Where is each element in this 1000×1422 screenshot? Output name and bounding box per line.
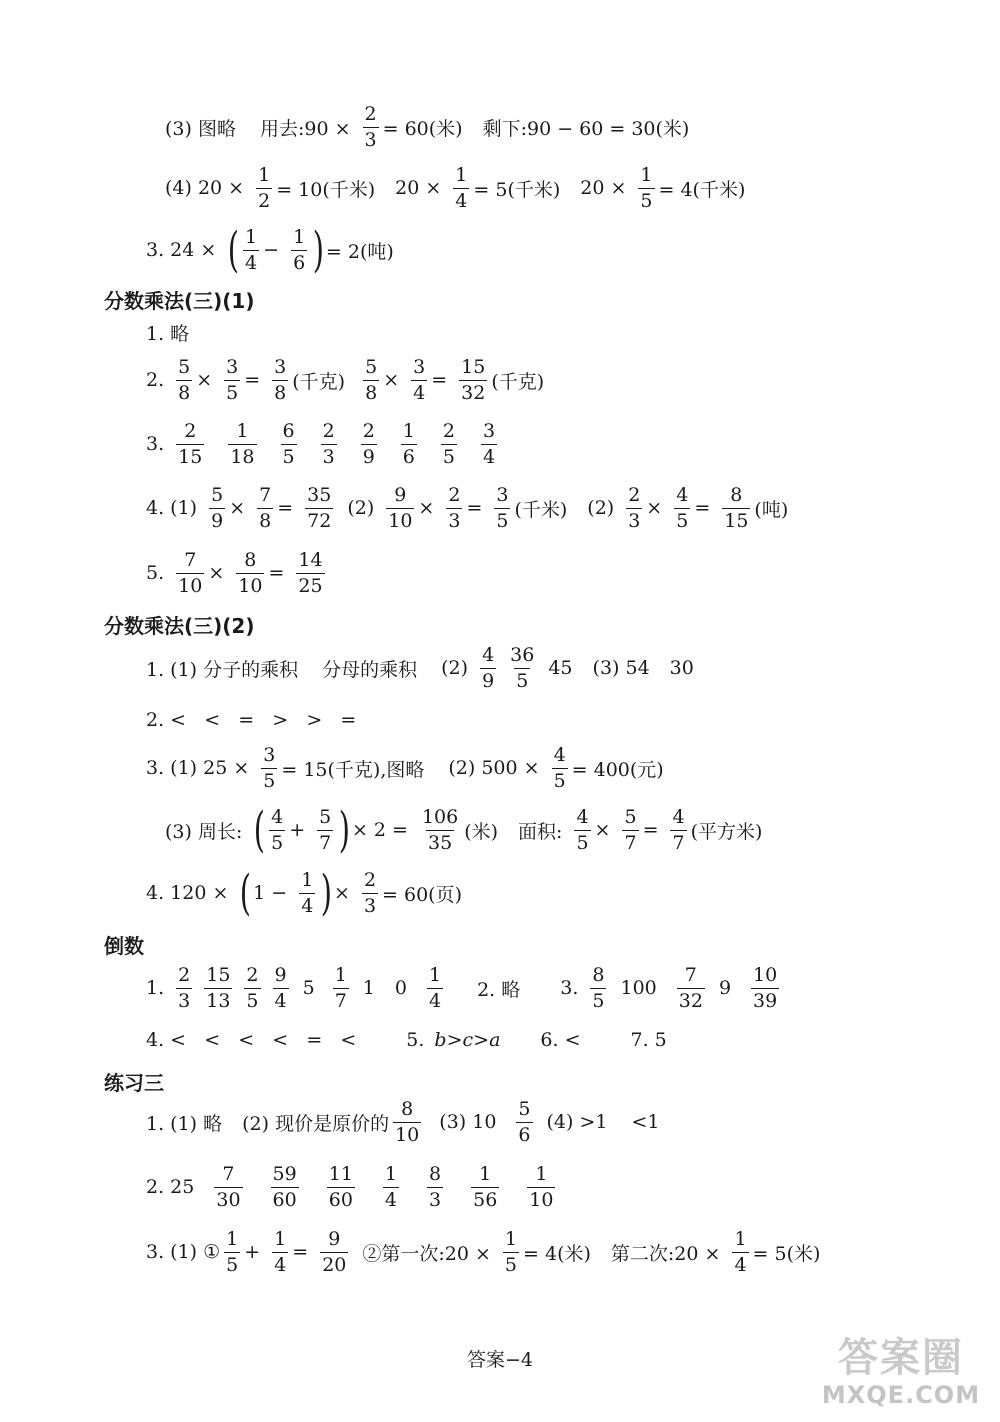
- text: b: [434, 1029, 447, 1051]
- watermark-brand: 答案圈: [838, 1335, 964, 1381]
- section-heading: 分数乘法(三)(2): [104, 614, 255, 638]
- fraction: $\frac{5}{7}$: [624, 805, 637, 854]
- fraction: $\frac{3}{8}$: [274, 355, 287, 404]
- fraction: $\frac{2}{3}$: [178, 963, 191, 1012]
- numerator: 1: [535, 1162, 548, 1185]
- fraction: $\frac{2}{3}$: [363, 868, 377, 917]
- text: 20 ×: [395, 177, 442, 199]
- denominator: 56: [473, 1188, 498, 1211]
- text: 1. (1) 分子的乘积: [146, 658, 299, 681]
- fraction: $\frac{2}{3}$: [448, 483, 461, 532]
- text: = 400(元): [571, 758, 664, 781]
- paren: (: [240, 865, 252, 921]
- text: ×: [208, 562, 225, 584]
- fraction: $\frac{1}{4}$: [428, 963, 442, 1012]
- numerator: 1: [384, 1162, 398, 1185]
- denominator: 3: [322, 445, 335, 468]
- fraction: [321, 419, 337, 468]
- numerator: 59: [272, 1162, 297, 1185]
- denominator: 4: [482, 445, 496, 468]
- s4-q2: [146, 1157, 569, 1217]
- fraction: $\frac{5}{9}$: [211, 483, 224, 532]
- fraction: $\frac{9}{10}$: [388, 483, 413, 532]
- text: ×: [594, 819, 611, 841]
- paren: (: [228, 222, 240, 278]
- text: (2) 现价是原价的: [242, 1112, 390, 1135]
- text: ×: [334, 882, 350, 904]
- text: (吨): [754, 498, 789, 521]
- text: 5: [302, 977, 315, 999]
- fraction: $\frac{106}{35}$: [421, 805, 459, 854]
- fraction: $\frac{1}{4}$: [301, 868, 314, 917]
- s3-q1: [146, 958, 783, 1018]
- s3-q4: [146, 1010, 677, 1070]
- fraction: $\frac{8}{10}$: [238, 548, 263, 597]
- fraction: $\frac{5}{6}$: [518, 1097, 531, 1146]
- text: +: [244, 1241, 261, 1263]
- fraction: $\frac{36}{5}$: [510, 643, 535, 692]
- s2-q3: [146, 738, 674, 798]
- fraction: [214, 1162, 242, 1211]
- fraction: $\frac{4}{9}$: [482, 643, 495, 692]
- s2-q3-3: [165, 800, 772, 860]
- text: 4. (1): [146, 497, 198, 519]
- fraction: [527, 1162, 555, 1211]
- denominator: 9: [362, 445, 375, 468]
- fraction: [271, 1162, 299, 1211]
- text: 2.: [146, 369, 165, 391]
- text: 分母的乘积: [322, 658, 418, 681]
- fraction: $\frac{5}{8}$: [178, 355, 191, 404]
- fraction: $\frac{1}{4}$: [455, 163, 468, 212]
- text: 1: [362, 977, 375, 999]
- numerator: 1: [402, 419, 415, 442]
- text: (千克): [491, 370, 545, 393]
- fraction: $\frac{5}{7}$: [319, 805, 332, 854]
- text: 3. (1) ①: [146, 1241, 221, 1263]
- fraction: [471, 1162, 499, 1211]
- text: 2. 25: [146, 1176, 195, 1198]
- text: (3) 54: [592, 657, 650, 679]
- paren: ): [321, 865, 333, 921]
- text: a: [489, 1029, 501, 1051]
- text: ×: [418, 497, 435, 519]
- fraction: [427, 1162, 443, 1211]
- paren: ): [312, 222, 325, 278]
- text: = 2(吨): [325, 240, 394, 263]
- fraction: $\frac{15}{32}$: [461, 355, 486, 404]
- paren: ): [338, 802, 351, 858]
- numerator: 1: [479, 1162, 492, 1185]
- s4-q1: [146, 1092, 670, 1152]
- numerator: 1: [236, 419, 249, 442]
- numerator: 11: [328, 1162, 353, 1185]
- text: =: [694, 497, 711, 519]
- text: 1 −: [253, 882, 288, 904]
- text: 3.: [146, 433, 165, 455]
- fraction: [383, 1162, 399, 1211]
- numerator: 2: [184, 419, 197, 442]
- fraction: $\frac{7}{8}$: [259, 483, 272, 532]
- section-heading: 分数乘法(三)(1): [104, 289, 255, 313]
- text: 第二次:20 ×: [610, 1242, 721, 1265]
- fraction: $\frac{3}{4}$: [413, 355, 426, 404]
- numerator: 7: [222, 1162, 235, 1185]
- fraction: $\frac{3}{5}$: [263, 743, 276, 792]
- text: 5.: [406, 1029, 425, 1051]
- text: (千克): [292, 370, 346, 393]
- fraction: [176, 419, 204, 468]
- text: 20 ×: [580, 177, 627, 199]
- fraction: [361, 419, 377, 468]
- fraction: $\frac{1}{4}$: [245, 225, 258, 274]
- s4-q3: [146, 1222, 830, 1282]
- text: = 4(米): [523, 1242, 591, 1265]
- text: (米): [464, 820, 499, 843]
- text: = 4(千米): [658, 178, 746, 201]
- fraction: $\frac{1}{5}$: [504, 1227, 518, 1276]
- fraction: $\frac{15}{13}$: [206, 963, 231, 1012]
- text: (2): [347, 497, 375, 519]
- text: <1: [631, 1111, 660, 1133]
- fraction: $\frac{1}{6}$: [293, 225, 306, 274]
- text: (2) 500 ×: [448, 757, 540, 779]
- text: =: [277, 497, 294, 519]
- text: (2): [441, 657, 469, 679]
- denominator: 6: [402, 445, 415, 468]
- paren: (: [254, 802, 266, 858]
- fraction: $\frac{1}{4}$: [274, 1227, 287, 1276]
- text: 9: [718, 977, 732, 999]
- page-footer: 答案−4: [466, 1349, 533, 1371]
- fraction: [281, 419, 297, 468]
- fraction: $\frac{3}{5}$: [496, 483, 509, 532]
- text: 4. < < < < = <: [146, 1029, 357, 1051]
- fraction: $\frac{7}{32}$: [678, 963, 703, 1012]
- fraction-list: [174, 419, 501, 468]
- fraction: $\frac{1}{4}$: [734, 1227, 747, 1276]
- numerator: 6: [282, 419, 295, 442]
- text: 1.: [146, 977, 165, 999]
- s1-q3: [146, 414, 511, 474]
- text: 3. 24 ×: [146, 239, 217, 261]
- fraction: $\frac{4}{5}$: [576, 805, 589, 854]
- text: = 5(米): [752, 1242, 821, 1265]
- s2-q1: [146, 638, 704, 698]
- text: = 60(米): [382, 117, 463, 140]
- answer-line-3: [165, 97, 699, 157]
- fraction-list: [212, 1162, 559, 1211]
- text: =: [268, 562, 285, 584]
- text: >: [473, 1029, 490, 1051]
- numerator: 2: [442, 419, 455, 442]
- text: 30: [669, 657, 694, 679]
- fraction: [327, 1162, 355, 1211]
- text: ②第一次:20 ×: [362, 1242, 491, 1265]
- text: 6. <: [540, 1029, 581, 1051]
- fraction: $\frac{4}{5}$: [271, 805, 284, 854]
- text: 2. 略: [477, 978, 521, 1001]
- fraction: $\frac{1}{5}$: [226, 1227, 239, 1276]
- s2-q4: [146, 863, 472, 923]
- fraction: [441, 419, 457, 468]
- answer-line-q3: [146, 220, 404, 280]
- fraction: $\frac{1}{5}$: [640, 163, 653, 212]
- fraction: [228, 419, 256, 468]
- fraction: $\frac{35}{72}$: [307, 483, 332, 532]
- fraction: $\frac{5}{8}$: [365, 355, 378, 404]
- text: =: [292, 1241, 309, 1263]
- fraction: $\frac{2}{3}$: [364, 102, 377, 151]
- text: =: [431, 369, 448, 391]
- text: ×: [646, 497, 663, 519]
- watermark-url: MXQE.COM: [821, 1381, 981, 1409]
- text: ×: [196, 369, 213, 391]
- text: ×: [383, 369, 400, 391]
- text: 3. (1) 25 ×: [146, 757, 250, 779]
- denominator: 3: [429, 1188, 442, 1211]
- text: (3) 图略: [165, 117, 236, 140]
- fraction: $\frac{1}{2}$: [258, 163, 271, 212]
- fraction: [401, 419, 417, 468]
- fraction: $\frac{14}{25}$: [298, 548, 323, 597]
- text: (平方米): [690, 820, 763, 843]
- fraction: [481, 419, 497, 468]
- text: c: [462, 1029, 474, 1051]
- text: 2. < < = > > =: [146, 709, 357, 731]
- fraction: $\frac{2}{3}$: [628, 483, 641, 532]
- text: × 2 =: [351, 819, 408, 841]
- text: 1. (1) 略: [146, 1112, 223, 1135]
- denominator: 15: [178, 445, 203, 468]
- text: = 15(千克),图略: [281, 758, 425, 781]
- denominator: 18: [230, 445, 255, 468]
- fraction: $\frac{1}{7}$: [334, 963, 347, 1012]
- denominator: 5: [282, 445, 295, 468]
- text: (千米): [514, 498, 568, 521]
- text: 1. 略: [146, 322, 190, 345]
- s1-q4: [146, 478, 798, 538]
- fraction: $\frac{8}{10}$: [395, 1097, 420, 1146]
- text: +: [289, 819, 306, 841]
- text: = 10(千米): [276, 178, 376, 201]
- text: (4) >1: [546, 1111, 608, 1133]
- fraction: $\frac{9}{4}$: [274, 963, 287, 1012]
- fraction: $\frac{8}{5}$: [592, 963, 605, 1012]
- answer-line-4: [165, 158, 755, 218]
- text: =: [466, 497, 483, 519]
- text: =: [642, 819, 659, 841]
- numerator: 2: [362, 419, 375, 442]
- section-heading: 倒数: [104, 934, 144, 958]
- text: ×: [229, 497, 246, 519]
- fraction: $\frac{3}{5}$: [226, 355, 239, 404]
- text: 4. 120 ×: [146, 882, 229, 904]
- watermark-logo: [816, 1335, 986, 1415]
- text: (2): [587, 497, 615, 519]
- text: 45: [548, 657, 573, 679]
- denominator: 60: [272, 1188, 297, 1211]
- section-heading: 练习三: [104, 1071, 164, 1095]
- text: 7. 5: [630, 1029, 667, 1051]
- text: 3.: [560, 977, 579, 999]
- numerator: 2: [322, 419, 335, 442]
- text: = 60(页): [382, 883, 463, 906]
- text: 0: [394, 977, 407, 999]
- fraction: $\frac{2}{5}$: [246, 963, 259, 1012]
- s1-q2: [146, 350, 554, 410]
- text: 用去:90 ×: [259, 117, 351, 140]
- fraction: $\frac{7}{10}$: [178, 548, 203, 597]
- text: 100: [620, 977, 657, 999]
- text: (3) 10: [439, 1111, 497, 1133]
- text: =: [244, 369, 261, 391]
- denominator: 4: [384, 1188, 398, 1211]
- denominator: 30: [216, 1188, 241, 1211]
- text: −: [263, 239, 280, 261]
- denominator: 60: [328, 1188, 353, 1211]
- fraction: $\frac{4}{7}$: [672, 805, 685, 854]
- text: 面积:: [518, 820, 563, 843]
- text: (4) 20 ×: [165, 177, 245, 199]
- text: 剩下:90 − 60 = 30(米): [482, 117, 690, 140]
- fraction: $\frac{8}{15}$: [724, 483, 749, 532]
- fraction: $\frac{4}{5}$: [676, 483, 689, 532]
- numerator: 3: [482, 419, 496, 442]
- text: 5.: [146, 562, 165, 584]
- denominator: 5: [442, 445, 455, 468]
- text: (3) 周长:: [165, 820, 243, 843]
- fraction: $\frac{4}{5}$: [553, 743, 566, 792]
- fraction: $\frac{9}{20}$: [322, 1227, 347, 1276]
- s1-q5: [146, 543, 329, 603]
- fraction: $\frac{10}{39}$: [753, 963, 778, 1012]
- numerator: 8: [429, 1162, 442, 1185]
- denominator: 10: [529, 1188, 554, 1211]
- text: >: [446, 1029, 463, 1051]
- text: = 5(千米): [473, 178, 561, 201]
